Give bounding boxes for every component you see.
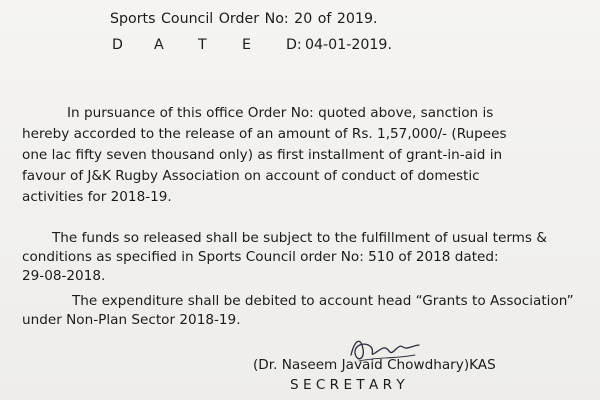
paragraph-2-line-2: conditions as specified in Sports Council order No: 510 of 2018 dated: [22, 249, 499, 265]
paragraph-1-line-1: In pursuance of this office Order No: quoted above, sanction is [67, 105, 494, 121]
dated-letter-d: D [112, 37, 123, 53]
dated-letter-t: T [198, 37, 207, 53]
dated-letter-e: E [242, 37, 251, 53]
paragraph-1-line-3: one lac fifty seven thousand only) as first installment of grant-in-aid in [22, 147, 503, 163]
paragraph-2-line-1: The funds so released shall be subject to the fulfillment of usual terms & [52, 230, 547, 246]
dated-letter-d-colon: D: [286, 37, 302, 53]
paragraph-1-line-2: hereby accorded to the release of an amount of Rs. 1,57,000/- (Rupees [22, 126, 507, 142]
paragraph-3-line-2: under Non-Plan Sector 2018-19. [22, 312, 241, 328]
signatory-name: (Dr. Naseem Javaid Chowdhary)KAS [253, 357, 496, 373]
signatory-title: S E C R E T A R Y [290, 377, 405, 393]
paragraph-3-line-1: The expenditure shall be debited to account head “Grants to Association” [72, 293, 574, 309]
paragraph-1-line-5: activities for 2018-19. [22, 189, 172, 205]
dated-letter-a: A [154, 37, 164, 53]
paragraph-1-line-4: favour of J&K Rugby Association on account of conduct of domestic [22, 168, 480, 184]
paragraph-2-line-3: 29-08-2018. [22, 268, 106, 284]
order-number-line: Sports Council Order No: 20 of 2019. [110, 11, 378, 27]
order-date: 04-01-2019. [305, 37, 392, 53]
